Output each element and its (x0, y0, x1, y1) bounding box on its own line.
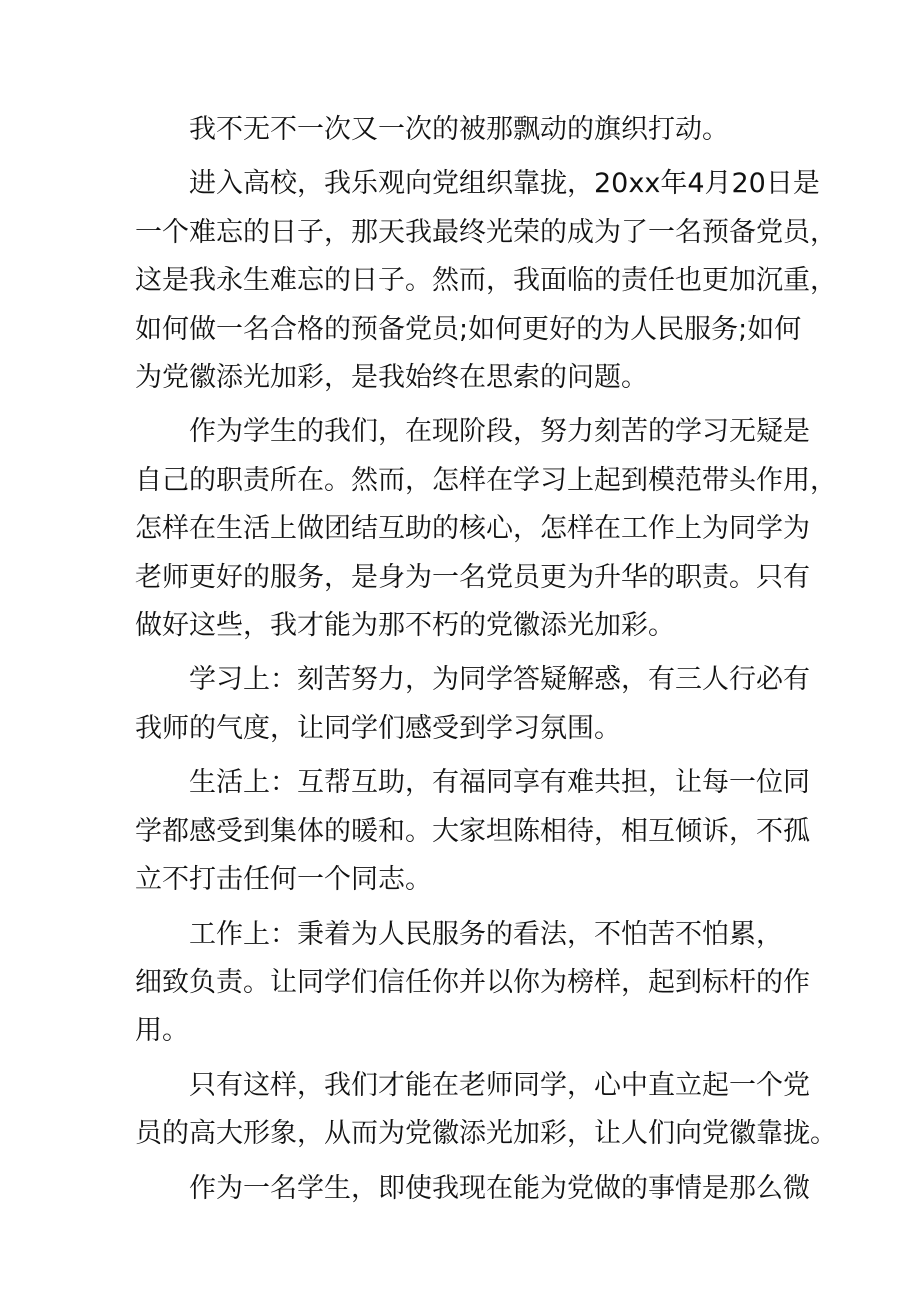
text-line: 工作上：秉着为人民服务的看法，不怕苦不怕累， (189, 918, 783, 950)
text-line: 员的高大形象，从而为党徽添光加彩，让人们向党徽靠拢。 (135, 1118, 837, 1150)
paragraph-2 (135, 160, 837, 402)
text-line: 一个难忘的日子，那天我最终光荣的成为了一名预备党员， (135, 216, 837, 248)
text-line: 老师更好的服务，是身为一名党员更为升华的职责。只有 (135, 561, 810, 593)
text-line: 作为一名学生，即使我现在能为党做的事情是那么微 (189, 1172, 810, 1204)
text-line: 细致负责。让同学们信任你并以你为榜样，起到标杆的作 (135, 966, 810, 998)
paragraph-5 (135, 759, 810, 904)
text-line: 我不无不一次又一次的被那飘动的旗织打动。 (189, 114, 729, 145)
text-line: 这是我永生难忘的日子。然而，我面临的责任也更加沉重， (135, 265, 837, 297)
text-line: 用。 (135, 1015, 189, 1047)
text-line: 立不打击任何一个同志。 (135, 864, 432, 896)
text-line: 进入高校，我乐观向党组织靠拢，20xx年4月20日是 (189, 168, 820, 200)
text-line: 自己的职责所在。然而，怎样在学习上起到模范带头作用， (135, 464, 837, 496)
paragraph-3 (135, 408, 837, 650)
text-line: 学都感受到集体的暖和。大家坦陈相待，相互倾诉，不孤 (135, 815, 810, 847)
paragraph-7 (135, 1062, 837, 1159)
text-line: 做好这些，我才能为那不朽的党徽添光加彩。 (135, 610, 675, 642)
paragraph-1 (135, 106, 797, 154)
text-line: 学习上：刻苦努力，为同学答疑解惑，有三人行必有 (189, 664, 810, 696)
text-line: 生活上：互帮互助，有福同享有难共担，让每一位同 (189, 767, 810, 799)
text-line: 作为学生的我们，在现阶段，努力刻苦的学习无疑是 (189, 416, 810, 448)
text-line: 我师的气度，让同学们感受到学习氛围。 (135, 712, 621, 744)
text-line: 如何做一名合格的预备党员;如何更好的为人民服务;如何 (135, 313, 802, 345)
paragraph-8 (135, 1165, 810, 1213)
text-line: 只有这样，我们才能在老师同学，心中直立起一个党 (189, 1069, 810, 1101)
paragraph-6 (135, 911, 810, 1056)
text-line: 为党徽添光加彩，是我始终在思索的问题。 (135, 362, 648, 394)
document-body (135, 106, 837, 1213)
text-line: 怎样在生活上做团结互助的核心，怎样在工作上为同学为 (135, 513, 810, 545)
paragraph-4 (135, 656, 810, 753)
